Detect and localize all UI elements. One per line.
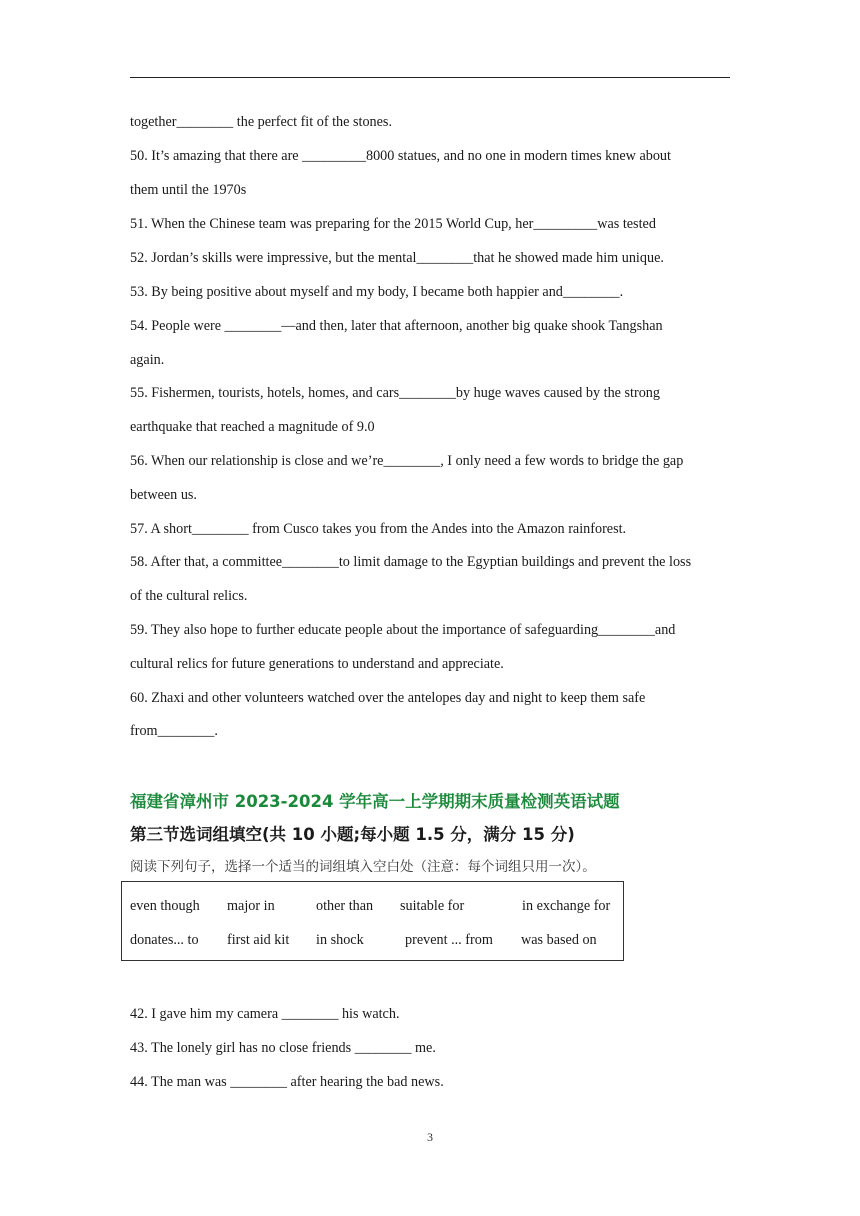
text-line: together________ the perfect fit of the stones. — [130, 114, 392, 130]
section-subtitle: 第三节选词组填空(共 10 小题;每小题 1.5 分，满分 15 分) — [130, 825, 575, 844]
question-58: 58. After that, a committee________to limit damage to the Egyptian buildings and prevent the loss — [130, 554, 692, 570]
question-59: 59. They also hope to further educate people about the importance of safeguarding________and — [130, 622, 676, 638]
text-line: them until the 1970s — [130, 182, 247, 198]
question-44: 44. The man was ________ after hearing the bad news. — [130, 1074, 444, 1090]
question-42: 42. I gave him my camera ________ his watch. — [130, 1006, 400, 1022]
header-rule — [130, 77, 730, 78]
question-51: 51. When the Chinese team was preparing for the 2015 World Cup, her_________was tested — [130, 216, 656, 232]
text-line: of the cultural relics. — [130, 588, 248, 604]
instruction: 阅读下列句子，选择一个适当的词组填入空白处（注意：每个词组只用一次）。 — [130, 859, 596, 875]
question-43: 43. The lonely girl has no close friends ________ me. — [130, 1040, 436, 1056]
question-57: 57. A short________ from Cusco takes you from the Andes into the Amazon rainforest. — [130, 521, 627, 537]
text-line: cultural relics for future generations to understand and appreciate. — [130, 656, 504, 672]
question-53: 53. By being positive about myself and my body, I became both happier and________. — [130, 284, 624, 300]
page-number: 3 — [427, 1130, 433, 1144]
word-option: suitable for — [400, 898, 465, 914]
question-60: 60. Zhaxi and other volunteers watched over the antelopes day and night to keep them safe — [130, 690, 646, 706]
word-option: prevent ... from — [405, 932, 493, 948]
word-option: first aid kit — [227, 932, 290, 948]
word-option: donates... to — [130, 932, 199, 948]
word-option: major in — [227, 898, 275, 914]
word-option: in exchange for — [522, 898, 611, 914]
text-line: from________. — [130, 723, 218, 739]
word-option: other than — [316, 898, 374, 914]
question-56: 56. When our relationship is close and we’re________, I only need a few words to bridge the gap — [130, 453, 684, 469]
text-line: between us. — [130, 487, 197, 503]
word-option: was based on — [521, 932, 597, 948]
section-title: 福建省漳州市 2023-2024 学年高一上学期期末质量检测英语试题 — [130, 792, 620, 811]
word-option: even though — [130, 898, 200, 914]
text-line: earthquake that reached a magnitude of 9.0 — [130, 419, 375, 435]
word-bank-box — [121, 881, 624, 961]
question-52: 52. Jordan’s skills were impressive, but the mental________that he showed made him unique. — [130, 250, 664, 266]
word-option: in shock — [316, 932, 364, 948]
text-line: again. — [130, 352, 165, 368]
question-55: 55. Fishermen, tourists, hotels, homes, and cars________by huge waves caused by the strong — [130, 385, 660, 401]
question-54: 54. People were ________—and then, later that afternoon, another big quake shook Tangshan — [130, 318, 663, 334]
question-50: 50. It’s amazing that there are _________8000 statues, and no one in modern times knew about — [130, 148, 671, 164]
